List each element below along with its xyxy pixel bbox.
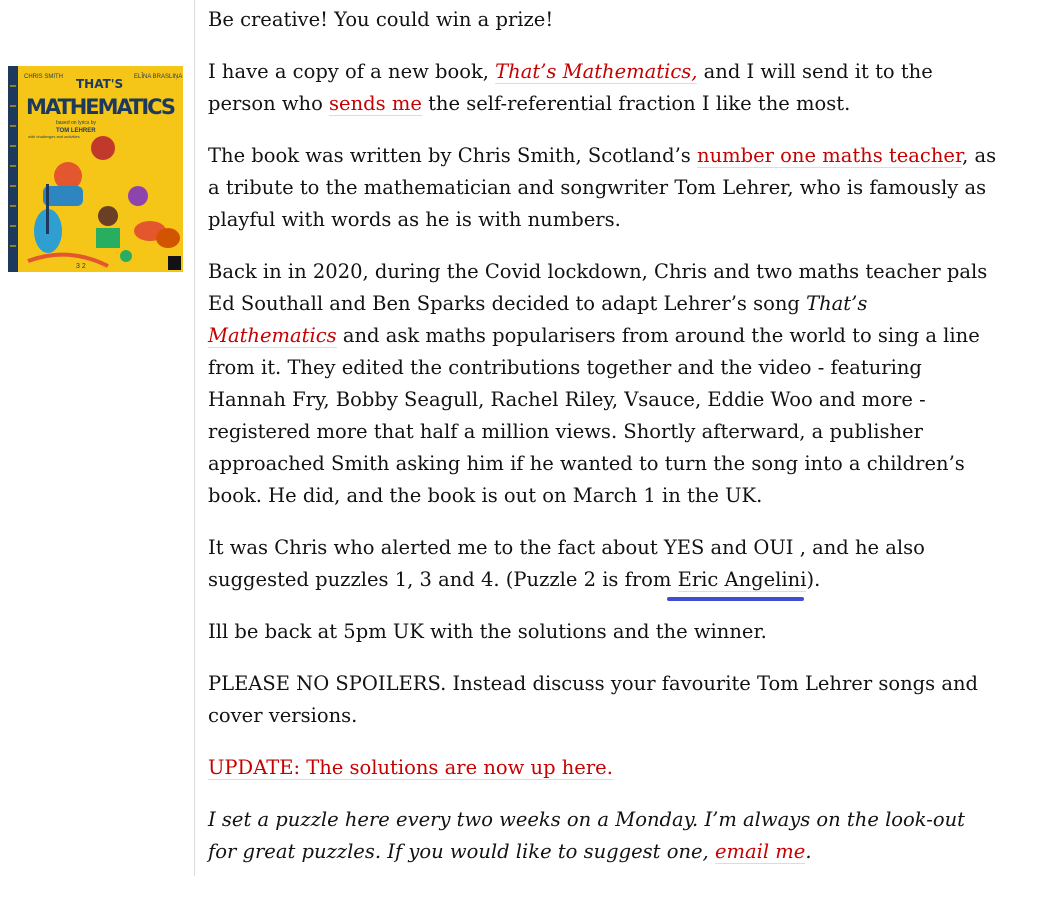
svg-text:THAT'S: THAT'S xyxy=(76,77,124,91)
text: Ill be back at 5pm UK with the solutions and the winner. xyxy=(208,620,767,643)
text: It was Chris who alerted me to the fact about YES and OUI , and he also suggested puzzles 1, 3 and 4. (Puzzle 2 is from xyxy=(208,536,925,591)
song-title-text: That’s xyxy=(806,292,868,315)
svg-text:based on lyrics by: based on lyrics by xyxy=(56,120,97,126)
maths-teacher-link[interactable]: number one maths teacher xyxy=(697,144,963,167)
text: the self-referential fraction I like the most. xyxy=(421,92,851,115)
article-body xyxy=(208,4,998,888)
text: , as a tribute to the mathematician and songwriter Tom Lehrer, who is famously as playful with words as he is with numbers. xyxy=(208,144,997,231)
paragraph-author xyxy=(208,140,998,236)
svg-text:ELĪNA BRASLIŅA: ELĪNA BRASLIŅA xyxy=(134,74,183,80)
svg-text:MATHEMATICS: MATHEMATICS xyxy=(26,95,176,119)
svg-text:CHRIS SMITH: CHRIS SMITH xyxy=(24,74,63,80)
email-me-link[interactable]: email me xyxy=(714,840,806,863)
text: The book was written by Chris Smith, Scotland’s xyxy=(208,144,698,167)
paragraph-lockdown xyxy=(208,256,998,512)
book-cover-image xyxy=(8,66,183,272)
sends-me-link[interactable]: sends me xyxy=(329,92,422,115)
text: . xyxy=(805,840,812,863)
paragraph-prize xyxy=(208,4,998,36)
text: Back in in 2020, during the Covid lockdown, Chris and two maths teacher pals Ed Southall and Ben Sparks decided to adapt Lehrer’s song xyxy=(208,260,988,315)
eric-angelini-link[interactable]: Eric Angelini xyxy=(677,568,807,591)
svg-text:3 2: 3 2 xyxy=(76,263,86,270)
link-hover-indicator xyxy=(667,597,804,601)
text: I set a puzzle here every two weeks on a Monday. I’m always on the look-out for great puzzles. If you would like to suggest one, xyxy=(208,808,965,863)
paragraph-update xyxy=(208,752,998,784)
song-link[interactable]: Mathematics xyxy=(208,324,337,347)
text: and ask maths popularisers from around the world to sing a line from it. They edited the contributions together and the video - featuring Hannah Fry, Bobby Seagull, Rachel Riley, Vsauce, Eddie Woo and more - registered more that half a million views. Shortly afterward, a publisher approached Smith asking him if he wanted to turn the song into a children’s book. He did, and the book is out on March 1 in the UK. xyxy=(208,324,980,507)
prize-text: Be creative! You could win a prize! xyxy=(208,8,554,31)
text: and I will send it to the person who xyxy=(208,60,933,115)
paragraph-credits xyxy=(208,532,998,596)
update-solutions-link[interactable]: UPDATE: The solutions are now up here. xyxy=(208,756,613,779)
text: I have a copy of a new book, xyxy=(208,60,496,83)
paragraph-no-spoilers xyxy=(208,668,998,732)
text: PLEASE NO SPOILERS. Instead discuss your favourite Tom Lehrer songs and cover versions. xyxy=(208,672,979,727)
paragraph-footer-note xyxy=(208,804,998,868)
paragraph-return xyxy=(208,616,998,648)
book-cover-illustration xyxy=(8,66,183,272)
paragraph-book-offer xyxy=(208,56,998,120)
content-divider xyxy=(194,0,195,876)
book-title-link[interactable]: That’s Mathematics, xyxy=(495,60,698,83)
text: ). xyxy=(806,568,821,591)
svg-text:TOM LEHRER: TOM LEHRER xyxy=(56,128,96,134)
svg-text:with challenges and activities: with challenges and activities xyxy=(28,134,80,139)
